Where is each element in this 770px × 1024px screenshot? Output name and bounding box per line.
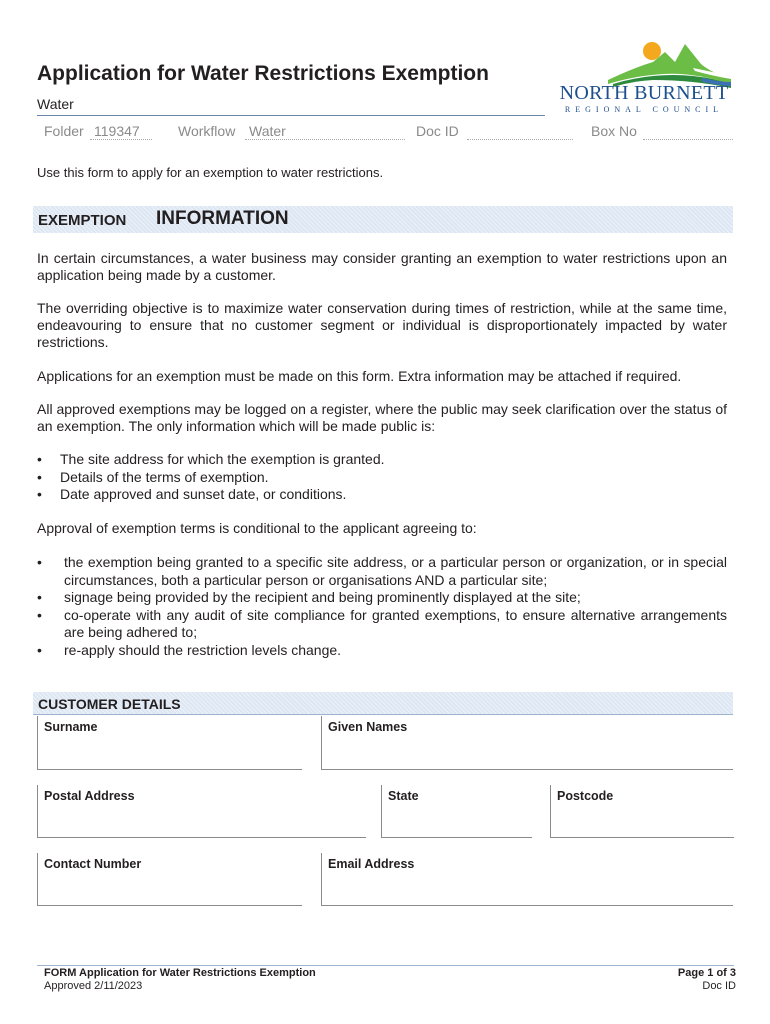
list-item: • signage being provided by the recipient and being prominently displayed at the site; xyxy=(37,589,581,605)
page-title: Application for Water Restrictions Exemption xyxy=(37,62,489,85)
section-header-customer-details xyxy=(33,692,733,715)
section-title-part-2: INFORMATION xyxy=(156,208,289,229)
contact-number-label: Contact Number xyxy=(44,857,142,871)
paragraph-1: In certain circumstances, a water business may consider granting an exemption to water restrictions upon an application being made by a customer. xyxy=(37,250,727,283)
postal-address-field[interactable] xyxy=(37,785,366,838)
bullet-icon: • xyxy=(37,606,42,623)
list-item: • Details of the terms of exemption. xyxy=(37,468,269,485)
footer-page-number: Page 1 of 3 xyxy=(677,967,736,979)
docid-field[interactable] xyxy=(467,123,573,140)
state-field[interactable] xyxy=(381,785,532,838)
bullet-icon: • xyxy=(37,554,42,570)
bullet-icon: • xyxy=(37,589,42,605)
postal-address-label: Postal Address xyxy=(44,789,135,803)
title-divider xyxy=(37,115,545,116)
list-item: • Date approved and sunset date, or conditions. xyxy=(37,486,347,502)
state-label: State xyxy=(388,789,419,803)
bullet-icon: • xyxy=(37,486,42,502)
contact-number-field[interactable] xyxy=(37,853,302,906)
bullet-icon: • xyxy=(37,468,42,485)
logo-name: NORTH BURNETT xyxy=(559,82,729,104)
boxno-label: Box No xyxy=(591,123,637,139)
workflow-label: Workflow xyxy=(178,123,236,139)
council-logo xyxy=(553,38,733,118)
paragraph-3: Applications for an exemption must be made on this form. Extra information may be attached if required. xyxy=(37,368,682,384)
folder-field[interactable]: 119347 xyxy=(90,123,152,140)
postcode-label: Postcode xyxy=(557,789,614,803)
email-address-field[interactable] xyxy=(321,853,733,906)
section-title-part-1: EXEMPTION xyxy=(38,212,127,229)
surname-field[interactable] xyxy=(37,716,302,770)
page-subtitle: Water xyxy=(37,96,74,112)
footer-docid: Doc ID xyxy=(702,980,736,992)
paragraph-4: All approved exemptions may be logged on a register, where the public may seek clarification over the status of an exemption. The only information which will be made public is: xyxy=(37,401,727,434)
workflow-field[interactable]: Water xyxy=(245,123,405,140)
list-item: • re-apply should the restriction levels change. xyxy=(37,641,342,658)
surname-label: Surname xyxy=(44,720,98,734)
intro-text: Use this form to apply for an exemption to water restrictions. xyxy=(37,165,384,180)
postcode-field[interactable] xyxy=(550,785,734,838)
public-info-list xyxy=(37,451,727,504)
bullet-icon: • xyxy=(37,641,42,658)
list-item: • co-operate with any audit of site compliance for granted exemptions, to ensure alternative arrangements are being adhered to; xyxy=(37,606,727,640)
paragraph-2: The overriding objective is to maximize water conservation during times of restriction, while at the same time, endeavouring to ensure that no customer segment or individual is disproportionately impacted by water restrictions. xyxy=(37,300,727,350)
given-names-label: Given Names xyxy=(328,720,408,734)
boxno-field[interactable] xyxy=(643,123,733,140)
docid-label: Doc ID xyxy=(416,123,459,139)
bullet-icon: • xyxy=(37,451,42,467)
logo-subname: REGIONAL COUNCIL xyxy=(564,105,724,114)
folder-label: Folder xyxy=(44,123,84,139)
list-item: • the exemption being granted to a specific site address, or a particular person or organization, or in special circumstances, both a particular person or organisations AND a particular site; xyxy=(37,554,727,588)
paragraph-5: Approval of exemption terms is conditional to the applicant agreeing to: xyxy=(37,520,477,536)
section-header-exemption-information xyxy=(33,206,733,233)
footer-approved: Approved 2/11/2023 xyxy=(44,980,143,992)
given-names-field[interactable] xyxy=(321,716,733,770)
footer-form-name: FORM Application for Water Restrictions Exemption xyxy=(44,967,316,979)
section-title: CUSTOMER DETAILS xyxy=(38,696,181,712)
conditions-list xyxy=(37,554,727,659)
email-address-label: Email Address xyxy=(328,857,415,871)
list-item: • The site address for which the exemption is granted. xyxy=(37,451,385,467)
footer-divider xyxy=(37,965,734,966)
